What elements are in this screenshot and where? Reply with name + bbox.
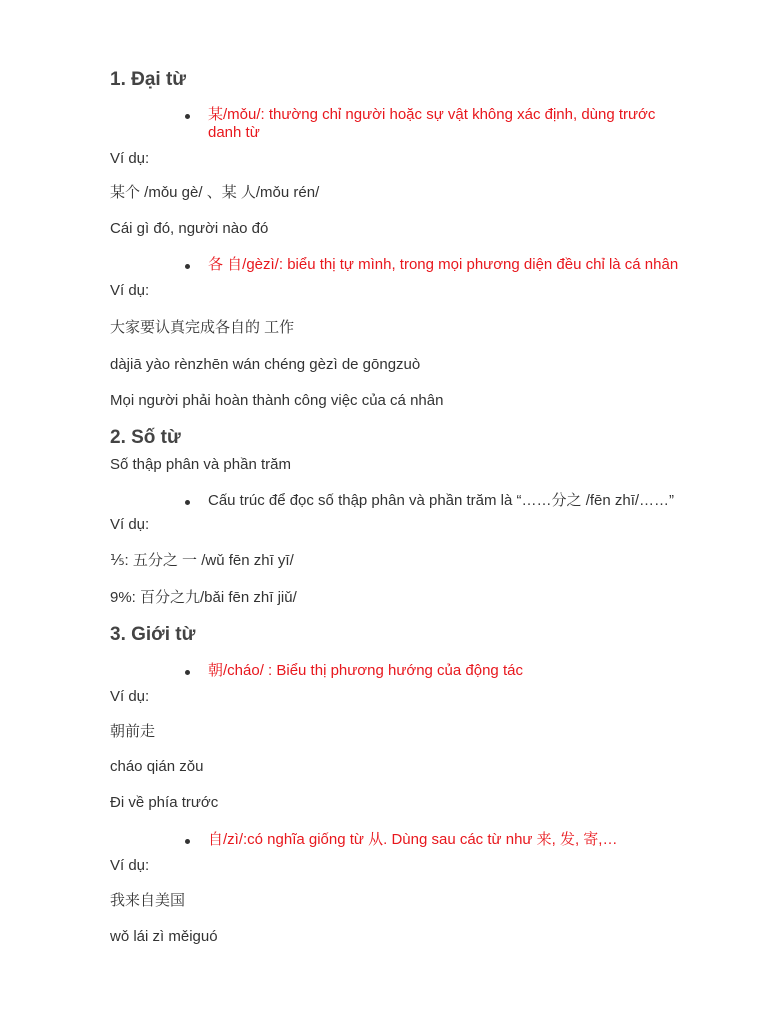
- example-line: 9%: 百分之九/bǎi fēn zhī jiǔ/: [110, 589, 297, 606]
- section-heading-dai-tu: 1. Đại từ: [110, 69, 187, 90]
- example-label: Ví dụ:: [110, 150, 150, 167]
- section-heading-gioi-tu: 3. Giới từ: [110, 624, 196, 645]
- example-label: Ví dụ:: [110, 282, 150, 299]
- example-line: dàjiā yào rènzhēn wán chéng gèzì de gōngzuò: [110, 356, 421, 373]
- bullet-item-structure: Cấu trúc để đọc số thập phân và phần trăm là “……分之 /fēn zhī/……”: [208, 492, 675, 509]
- section-heading-so-tu: 2. Số từ: [110, 427, 181, 448]
- example-label: Ví dụ:: [110, 688, 150, 705]
- bullet-item-chao: 朝/cháo/ : Biểu thị phương hướng của động tác: [208, 662, 523, 679]
- example-line: wǒ lái zì měiguó: [110, 928, 218, 945]
- bullet-dot: [185, 670, 190, 675]
- example-line: 某个 /mǒu gè/ 、某 人/mǒu rén/: [110, 184, 320, 201]
- bullet-dot: [185, 839, 190, 844]
- example-label: Ví dụ:: [110, 857, 150, 874]
- bullet-item-gezi: 各 自/gèzì/: biểu thị tự mình, trong mọi phương diện đều chỉ là cá nhân: [208, 256, 679, 273]
- example-line: cháo qián zǒu: [110, 758, 204, 775]
- example-line: Đi về phía trước: [110, 794, 219, 811]
- example-line: 我来自美国: [110, 892, 186, 909]
- example-line: Mọi người phải hoàn thành công việc của cá nhân: [110, 392, 444, 409]
- bullet-item-zi: 自/zì/:có nghĩa giống từ 从. Dùng sau các từ như 来, 发, 寄,…: [208, 831, 618, 848]
- bullet-item-mou: 某/mǒu/: thường chỉ người hoặc sự vật không xác định, dùng trước danh từ: [208, 106, 656, 141]
- example-line: 大家要认真完成各自的 工作: [110, 319, 295, 336]
- example-line: ⅕: 五分之 一 /wǔ fēn zhī yī/: [110, 552, 294, 569]
- bullet-dot: [185, 264, 190, 269]
- bullet-dot: [185, 114, 190, 119]
- section-intro: Số thập phân và phần trăm: [110, 456, 291, 473]
- bullet-dot: [185, 500, 190, 505]
- example-line: Cái gì đó, người nào đó: [110, 220, 269, 237]
- example-label: Ví dụ:: [110, 516, 150, 533]
- example-line: 朝前走: [110, 723, 156, 740]
